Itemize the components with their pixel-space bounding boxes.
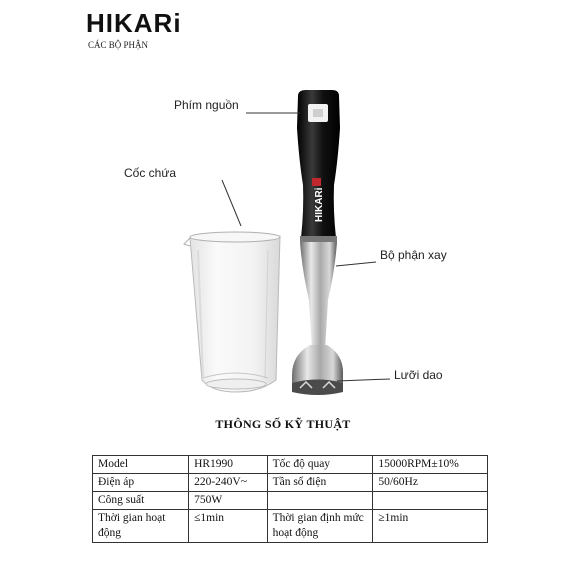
hand-blender [292,90,343,395]
table-row [93,510,488,543]
brand-logo: HIKARi [86,8,182,38]
section-title: CÁC BỘ PHẬN [88,40,149,50]
table-cell: 15000RPM±10% [373,456,488,474]
power-button-label: Phím nguồn [174,98,239,112]
table-cell: Tốc độ quay [267,456,373,474]
brand-badge-icon [312,178,321,186]
blender-body-label: Bộ phận xay [380,248,447,262]
cup-label: Cốc chứa [124,166,177,180]
spec-table [92,455,488,543]
table-cell: 50/60Hz [373,474,488,492]
table-cell: Thời gian định mức hoạt động [267,510,373,543]
blade-label: Lưỡi dao [394,368,443,382]
table-row [93,492,488,510]
table-cell: 220-240V~ [189,474,268,492]
table-cell: ≤1min [189,510,268,543]
table-cell: ≥1min [373,510,488,543]
handle-brand-text: HIKARi [314,187,325,222]
table-row [93,474,488,492]
spec-title: THÔNG SỐ KỸ THUẬT [215,417,351,431]
table-cell: 750W [189,492,268,510]
measuring-cup [184,232,280,392]
table-cell: Điện áp [93,474,189,492]
table-cell: Thời gian hoạt động [93,510,189,543]
table-cell [267,492,373,510]
table-cell: Tần số điện [267,474,373,492]
table-cell: Công suất [93,492,189,510]
table-cell [373,492,488,510]
table-row [93,456,488,474]
table-cell: HR1990 [189,456,268,474]
table-cell: Model [93,456,189,474]
